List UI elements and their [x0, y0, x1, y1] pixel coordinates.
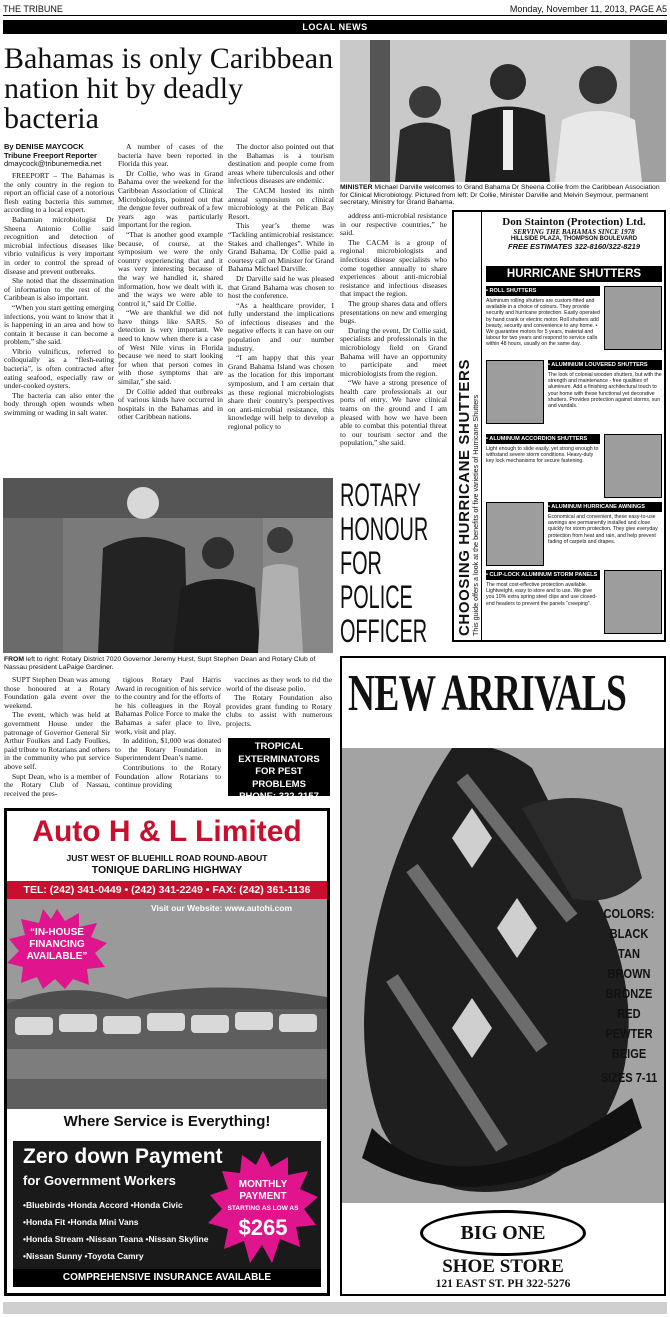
- auto-ad: [4, 808, 330, 1296]
- paragraph: This year’s theme was “Tackling antimicrobial resistance: Stakes and challenges”. While in Grand Bahama, Dr Collie paid a courtesy call on Minister for Grand Bahama Michael Darville.: [228, 221, 334, 274]
- auto-location-2: TONIQUE DARLING HIGHWAY: [91, 864, 243, 876]
- story2-column-1: [4, 676, 110, 804]
- shutter-item-title: • ALUMINIUM LOUVERED SHUTTERS: [548, 360, 662, 370]
- story2-headline-line: OFFICER: [340, 613, 428, 649]
- model-line: •Honda Stream •Nissan Teana •Nissan Skyline: [23, 1234, 209, 1244]
- colors-label: COLORS:: [603, 906, 655, 921]
- minister-caption: [340, 184, 666, 207]
- shutters-estimates: FREE ESTIMATES 322-8160/322-8219: [507, 242, 640, 251]
- monthly-line-2: PAYMENT: [239, 1191, 287, 1202]
- page-footer-bar: [3, 1302, 667, 1314]
- gov-workers: for Government Workers: [23, 1173, 176, 1188]
- story2-headline-line: FOR: [340, 545, 382, 581]
- story2-headline-line: POLICE: [340, 579, 413, 615]
- paragraph: Contributions to the Rotary Foundation allow Rotarians to continue providing: [115, 762, 221, 790]
- monthly-line-1: MONTHLY: [238, 1179, 288, 1190]
- shutters-company: Don Stainton (Protection) Ltd.: [502, 216, 646, 228]
- shutter-item: [486, 570, 662, 636]
- monthly-text: [218, 1179, 308, 1241]
- monthly-burst: [208, 1151, 318, 1263]
- shutter-item-title: • ROLL SHUTTERS: [486, 286, 600, 296]
- story1-column-2: [118, 143, 223, 473]
- rotary-caption-lead: FROM: [4, 656, 25, 663]
- shoe-colors: [599, 904, 659, 1088]
- paper-name: THE TRIBUNE: [3, 3, 63, 14]
- store-logo: BIG ONE: [420, 1210, 586, 1256]
- paragraph: “We are thankful we did not have things like SARS. So detection is very important. We need to know when there is a case of West Nile virus in Florida because we need to start looking for when that person comes in with those symptoms that are similar,” she said.: [118, 308, 223, 387]
- paragraph: The Rotary Foundation also provides grant funding to Rotary clubs to assist with numerous projects.: [226, 693, 332, 728]
- shutters-ad: [452, 210, 666, 642]
- model-line: •Bluebirds •Honda Accord •Honda Civic: [23, 1200, 183, 1210]
- shutter-photo: [604, 570, 662, 634]
- monthly-price: $265: [238, 1215, 288, 1240]
- auto-title: Auto H & L Limited: [32, 815, 302, 848]
- rotary-caption-text: left to right: Rotary District 7020 Governor Jeremy Hurst, Supt Stephen Dean and Rotary Club of Nassau president LaPaige Gardiner.: [4, 656, 316, 671]
- paragraph: The doctor also pointed out that the Bahamas is a tourism destination and people come from areas where tuberculosis and other infectious diseases are endemic.: [228, 143, 334, 186]
- byline-email: dmaycock@tribunemedia.net: [4, 159, 102, 168]
- store-address: 121 EAST ST. PH 322-5276: [435, 1278, 571, 1290]
- paragraph: “That is another good example because, of course, at the symposium we were the only country experiencing that and it was very interesting because of the way we handled it, shared information, how we dealt with it, and the ways we were able to control it,” said Dr Collie.: [118, 229, 223, 308]
- paragraph: The CACM is a group of regional microbiologists and infectious disease specialists who come together annually to share experiences about anti-microbial resistance and infectious diseases that impact the region.: [340, 237, 447, 299]
- page-header: [3, 2, 667, 16]
- color-option: RED: [617, 1006, 641, 1021]
- shutters-side-panel: [454, 212, 482, 640]
- story2-headline-line: HONOUR: [340, 511, 429, 547]
- paragraph: tigious Rotary Paul Harris Award in recognition of his service to the country and for the efforts of he his colleagues in the Royal Bahamas Police Force to make the Bahamas a safer place to live, work, visit and play.: [115, 676, 221, 736]
- paragraph: FREEPORT – The Bahamas is the only country in the region to report an official case of a notorious flesh eating bacteria this summer, according to a local expert.: [4, 172, 114, 215]
- story2-headline: [340, 478, 428, 648]
- story1-byline: [4, 143, 116, 169]
- insurance-banner: COMPREHENSIVE INSURANCE AVAILABLE: [13, 1269, 321, 1287]
- paragraph: The bacteria can also enter the body through open wounds when swimming or wading in salt water.: [4, 390, 114, 418]
- minister-photo-figures: [340, 40, 666, 182]
- paragraph: SUPT Stephen Dean was among those honoured at a Rotary Foundation gala event over the weekend.: [4, 676, 110, 710]
- paragraph: “When you start getting emerging infections, you want to know that it is happening in an area and how to contain it because it can become a problem,” she said.: [4, 302, 114, 347]
- paragraph: The event, which was held at government House under the patronage of Governor General Sir Arthur Foulkes and Lady Foulkes, paid tribute to Rotarians and others in the community who put service above self.: [4, 710, 110, 771]
- colors-list: [599, 924, 659, 1064]
- story2-headline-line: ROTARY: [340, 477, 421, 513]
- pest-line-2: EXTERMINATORS: [238, 753, 320, 765]
- shoe-ad: [340, 656, 666, 1296]
- auto-phones: TEL: (242) 341-0449 • (242) 341-2249 • FAX: (242) 361-1136: [7, 881, 327, 899]
- model-line: •Nissan Sunny •Toyota Camry: [23, 1251, 144, 1261]
- color-option: BLACK: [609, 926, 649, 941]
- shutters-vertical-title: CHOOSING HURRICANE SHUTTERS: [456, 358, 473, 636]
- shutter-item-title: • ALUMINUM ACCORDION SHUTTERS: [486, 434, 600, 444]
- shutter-item-title: • ALUMINUM HURRICANE AWNINGS: [548, 502, 662, 512]
- shutter-item-text: The look of colonial wooden shutters, but with the strength and maintenance - free qualities of aluminum. Add a finishing architectural touch to your home with these functional yet decorative shutters. Provides protection against storms, sun and vandals.: [548, 372, 662, 410]
- color-option: TAN: [618, 946, 640, 961]
- paragraph: address anti-microbial resistance in our respective countries,” he said.: [340, 212, 447, 238]
- paragraph: During the event, Dr Collie said, specialists and professionals in the microbiology field on Grand Bahama will have an opportunity to participate and meet microbiologists from the region.: [340, 325, 447, 378]
- rotary-photo-figures: [3, 478, 333, 653]
- shutter-item-text: Light enough to slide easily, yet strong enough to withstand severe storm conditions. Heavy-duty key lock mechanisms for secure fastening.: [486, 446, 599, 465]
- shutters-address: HILLSIDE PLAZA, THOMPSON BOULEVARD: [510, 236, 638, 242]
- zero-down-title: Zero down Payment: [23, 1145, 223, 1168]
- shutter-photo: [604, 286, 662, 350]
- caption-lead: MINISTER: [340, 184, 373, 191]
- paragraph: vaccines as they work to rid the world of the disease polio.: [226, 676, 332, 693]
- byline-name: By DENISE MAYCOCK: [4, 142, 84, 151]
- paragraph: Dr Collie added that outbreaks of various kinds have occurred in hospitals in the Bahamas and in other Caribbean nations.: [118, 386, 223, 422]
- pest-ad: [228, 738, 330, 802]
- paragraph: “I am happy that this year Grand Bahama Island was chosen as the location for this important symposium, and I am certain that as these regional microbiologists share their country’s perspectives on anti-microbial resistance, this knowledge will help to develop a regional policy to: [228, 353, 334, 431]
- paragraph: She noted that the dissemination of information to the rest of the Caribbean is also important.: [4, 276, 114, 303]
- pest-line-3: FOR PEST PROBLEMS: [252, 766, 306, 790]
- paragraph: A number of cases of the bacteria have been reported in Florida this year.: [118, 143, 223, 169]
- zero-down-panel: [13, 1141, 321, 1287]
- paragraph: Supt Dean, who is a member of the Rotary Club of Nassau, received the pres-: [4, 771, 110, 798]
- shutter-item-text: Economical and convenient, these easy-to-use awnings are permanently installed and close quickly for storm protection. They give everyday protection from heat and rain, and help prevent fading of carpets and drapes.: [548, 514, 658, 545]
- paragraph: “We have a strong presence of health care professionals at our ports of entry. We have clinical teams on the ground and I am pleased with how we have been able to combat this potential threat to our tourism sector and the population,” she said.: [340, 378, 447, 448]
- pest-line-1: TROPICAL: [254, 741, 304, 752]
- color-option: PEWTER: [605, 1026, 653, 1041]
- story2-column-3: [226, 676, 332, 736]
- shutter-item: [486, 286, 662, 352]
- paragraph: Bahamian microbiologist Dr Sheena Antonio Collie said recognition and detection of microbial infectious diseases like vibrio vulnificus is very important in order to control the spread of disease and prevent outbreaks.: [4, 214, 114, 276]
- paragraph: The group shares data and offers presentations on new and emerging bugs.: [340, 298, 447, 326]
- auto-tagline: Where Service is Everything!: [63, 1113, 271, 1130]
- story1-column-1: [4, 172, 114, 472]
- caption-text: Michael Darville welcomes to Grand Bahama Dr Sheena Collie from the Caribbean Association for Clinical Microbiology. Pictured from left: Dr Collie, Minister Darville and Melvin Seymour, permanent secretary, Ministry for Grand Bahama.: [340, 184, 660, 207]
- story1-headline: Bahamas is only Caribbean nation hit by deadly bacteria: [4, 42, 334, 135]
- paragraph: Dr Darville said he was pleased that Grand Bahama was chosen to host the conference.: [228, 273, 334, 301]
- rotary-photo: [3, 478, 333, 653]
- paragraph: The CACM hosted its ninth annual symposium on clinical microbiology at the Pelican Bay Resort.: [228, 185, 334, 221]
- shutters-header: [486, 216, 662, 251]
- shutter-item: [486, 434, 662, 500]
- paragraph: Vibrio vulnificus, referred to colloquially as a “flesh-eating bacteria”, is often contracted after eating seafood, especially raw or under-cooked oysters.: [4, 346, 114, 391]
- color-option: BEIGE: [611, 1046, 647, 1061]
- auto-website: Visit our Website: www.autohi.com: [150, 903, 293, 913]
- shutter-item: [486, 502, 662, 568]
- shutter-photo: [486, 360, 544, 424]
- story1-column-4: [340, 212, 447, 474]
- shutters-banner: HURRICANE SHUTTERS: [486, 266, 662, 282]
- story2-column-2: [115, 676, 221, 804]
- minister-photo: [340, 40, 666, 182]
- rotary-caption: [4, 656, 332, 671]
- car-models: [23, 1197, 223, 1265]
- byline-role: Tribune Freeport Reporter: [4, 150, 97, 160]
- page-date: Monday, November 11, 2013, PAGE A5: [509, 3, 667, 14]
- shoe-sizes: SIZES 7-11: [600, 1070, 658, 1085]
- monthly-line-3: STARTING AS LOW AS: [227, 1205, 299, 1212]
- auto-location-1: JUST WEST OF BLUEHILL ROAD ROUND-ABOUT: [66, 853, 268, 863]
- shutter-item-title: • CLIP-LOCK ALUMINUM STORM PANELS: [486, 570, 600, 580]
- model-line: •Honda Fit •Honda Mini Vans: [23, 1217, 139, 1227]
- shoe-title: NEW ARRIVALS: [348, 665, 627, 722]
- financing-text: “IN-HOUSE FINANCING AVAILABLE”: [26, 927, 88, 962]
- financing-burst: [7, 909, 107, 989]
- shutter-item: [486, 360, 662, 426]
- section-banner: LOCAL NEWS: [3, 20, 667, 34]
- story1-column-3: [228, 143, 334, 473]
- color-option: BROWN: [607, 966, 651, 981]
- shutter-photo: [604, 434, 662, 498]
- store-name: SHOE STORE: [442, 1256, 564, 1277]
- shutter-photo: [486, 502, 544, 566]
- shutter-item-text: The most cost-effective protection available. Lightweight, easy to store and to use. We give you 10% extra spring steel clips and use closed-end headers to prevent the panels “creeping”.: [486, 582, 598, 607]
- pest-line-4: PHONE: 322-2157: [239, 791, 319, 802]
- shutters-slogan: SERVING THE BAHAMAS SINCE 1978: [513, 228, 635, 236]
- paragraph: “As a healthcare provider, I fully understand the implications of infectious diseases and the negative effects it can have on our population and our number industry.: [228, 300, 334, 353]
- shutter-item-text: Aluminum rolling shutters are custom-fitted and available in a choice of colours. They provide security and hurricane protection. Easily operated by hand crank or electric motor. Roll shutters add beauty, security and convenience to any home. • We guarantee motors for 5 years, material and labour for two years and respond to service calls within 48 hours, usually on the same day.: [486, 298, 600, 348]
- paragraph: Dr Collie, who was in Grand Bahama over the weekend for the Caribbean Association of Clinical Microbiologists, pointed out that the dengue fever outbreak of a few years ago was particularly important for the region.: [118, 168, 223, 230]
- paragraph: In addition, $1,000 was donated to the Rotary Foundation in Superintendent Dean’s name.: [115, 736, 221, 763]
- color-option: BRONZE: [605, 986, 653, 1001]
- shutters-vertical-subtitle: This guide offers a look at the benefits of five varieties of Hurricane Shutters: [471, 394, 480, 636]
